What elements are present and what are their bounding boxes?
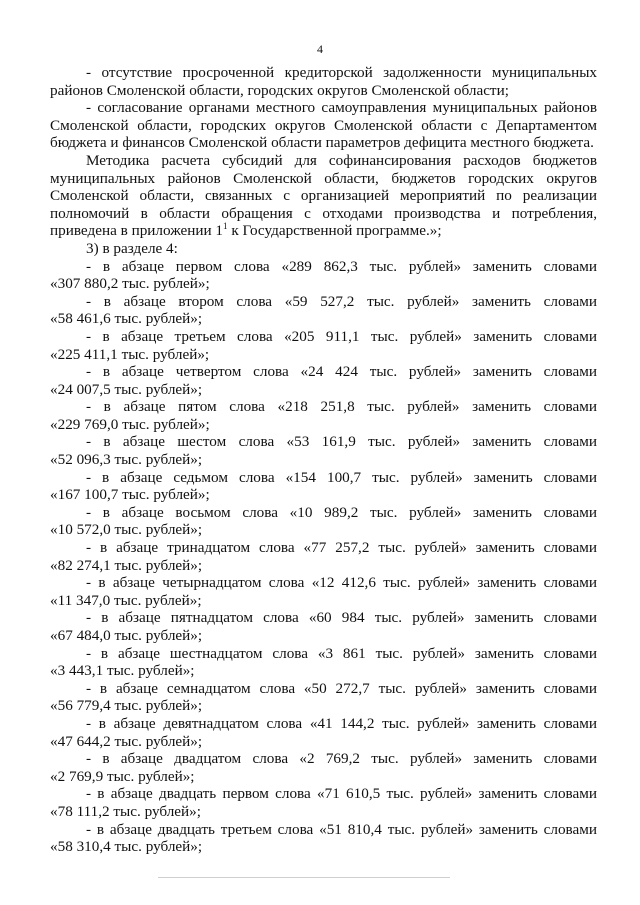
list-item (50, 574, 597, 609)
list-item-text: - в абзаце пятнадцатом слова «60 984 тыс. рублей» заменить словами (86, 609, 597, 627)
paragraph-deficit-approval: - согласование органами местного самоуправления муниципальных районов Смоленской области, городских округов Смоленской области с Департаментом бюджета и финансов Смоленской области параметров дефицита местного бюджета. (50, 99, 597, 152)
document-body (50, 64, 597, 856)
list-item (50, 609, 597, 644)
list-item-text: - в абзаце тринадцатом слова «77 257,2 тыс. рублей» заменить словами (86, 539, 597, 557)
list-item-value: «58 461,6 тыс. рублей»; (50, 310, 203, 328)
list-item-text: - в абзаце четырнадцатом слова «12 412,6 тыс. рублей» заменить словами (86, 574, 597, 592)
list-item (50, 433, 597, 468)
list-item-text: - в абзаце двадцатом слова «2 769,2 тыс. рублей» заменить словами (86, 750, 597, 768)
list-item (50, 750, 597, 785)
list-item-text: - в абзаце шестом слова «53 161,9 тыс. рублей» заменить словами (86, 433, 597, 451)
list-item-value: «225 411,1 тыс. рублей»; (50, 345, 210, 363)
list-item-text: - в абзаце третьем слова «205 911,1 тыс. рублей» заменить словами (86, 327, 597, 345)
list-item-text: - в абзаце шестнадцатом слова «3 861 тыс. рублей» заменить словами (86, 644, 597, 662)
list-item-value: «229 769,0 тыс. рублей»; (50, 415, 210, 433)
list-item-value: «307 880,2 тыс. рублей»; (50, 275, 210, 293)
list-item-text: - в абзаце двадцать третьем слова «51 810,4 тыс. рублей» заменить словами (86, 820, 597, 838)
list-item-value: «82 274,1 тыс. рублей»; (50, 556, 203, 574)
list-item-value: «78 111,2 тыс. рублей»; (50, 802, 201, 820)
list-item-text: - в абзаце первом слова «289 862,3 тыс. рублей» заменить словами (86, 257, 597, 275)
list-item-value: «167 100,7 тыс. рублей»; (50, 486, 210, 504)
list-item (50, 504, 597, 539)
list-item-value: «58 310,4 тыс. рублей»; (50, 838, 203, 856)
list-item-text: - в абзаце пятом слова «218 251,8 тыс. рублей» заменить словами (86, 398, 597, 416)
list-item (50, 293, 597, 328)
list-item (50, 363, 597, 398)
list-item-text: - в абзаце восьмом слова «10 989,2 тыс. рублей» заменить словами (86, 503, 597, 521)
list-item (50, 398, 597, 433)
list-item-text: - в абзаце четвертом слова «24 424 тыс. рублей» заменить словами (86, 363, 597, 381)
list-item (50, 645, 597, 680)
page-number: 4 (317, 42, 323, 56)
list-item (50, 715, 597, 750)
paragraph-methodology (50, 152, 597, 240)
footer-divider (158, 877, 450, 878)
list-item-value: «2 769,9 тыс. рублей»; (50, 767, 195, 785)
list-item-text: - в абзаце седьмом слова «154 100,7 тыс. рублей» заменить словами (86, 468, 597, 486)
list-item-value: «10 572,0 тыс. рублей»; (50, 521, 203, 539)
list-item-text: - в абзаце двадцать первом слова «71 610,5 тыс. рублей» заменить словами (86, 785, 597, 803)
list-item (50, 539, 597, 574)
list-item-value: «11 347,0 тыс. рублей»; (50, 591, 202, 609)
list-item-value: «47 644,2 тыс. рублей»; (50, 732, 203, 750)
methodology-superscript: 1 (223, 221, 228, 232)
paragraph-no-overdue-debt-line2: районов Смоленской области, городских округов Смоленской области; (50, 81, 509, 99)
paragraph-no-overdue-debt-line1: - отсутствие просроченной кредиторской задолженности муниципальных (86, 64, 597, 81)
list-item-value: «3 443,1 тыс. рублей»; (50, 662, 195, 680)
list-item-text: - в абзаце семнадцатом слова «50 272,7 тыс. рублей» заменить словами (86, 679, 597, 697)
list-item (50, 469, 597, 504)
list-item (50, 821, 597, 856)
list-item-value: «67 484,0 тыс. рублей»; (50, 627, 203, 644)
list-item-value: «56 779,4 тыс. рублей»; (50, 697, 203, 715)
list-item-text: - в абзаце втором слова «59 527,2 тыс. рублей» заменить словами (86, 292, 597, 310)
list-item-text: - в абзаце девятнадцатом слова «41 144,2 тыс. рублей» заменить словами (86, 714, 597, 732)
list-item-value: «52 096,3 тыс. рублей»; (50, 451, 203, 469)
list-item (50, 328, 597, 363)
list-item (50, 785, 597, 820)
section-heading: 3) в разделе 4: (86, 239, 178, 257)
methodology-text: Методика расчета субсидий для софинансирования расходов бюджетов муниципальных районов Смоленской области, бюджетов городских округов Смоленской области, связанных с организацией мероприятий по реализации полномочий в области обращения с отходами производства и потребления, приведена в приложении 1 (50, 151, 597, 240)
methodology-text-end: к Государственной программе.»; (227, 222, 442, 240)
list-item (50, 680, 597, 715)
list-item (50, 258, 597, 293)
list-item-value: «24 007,5 тыс. рублей»; (50, 380, 203, 398)
